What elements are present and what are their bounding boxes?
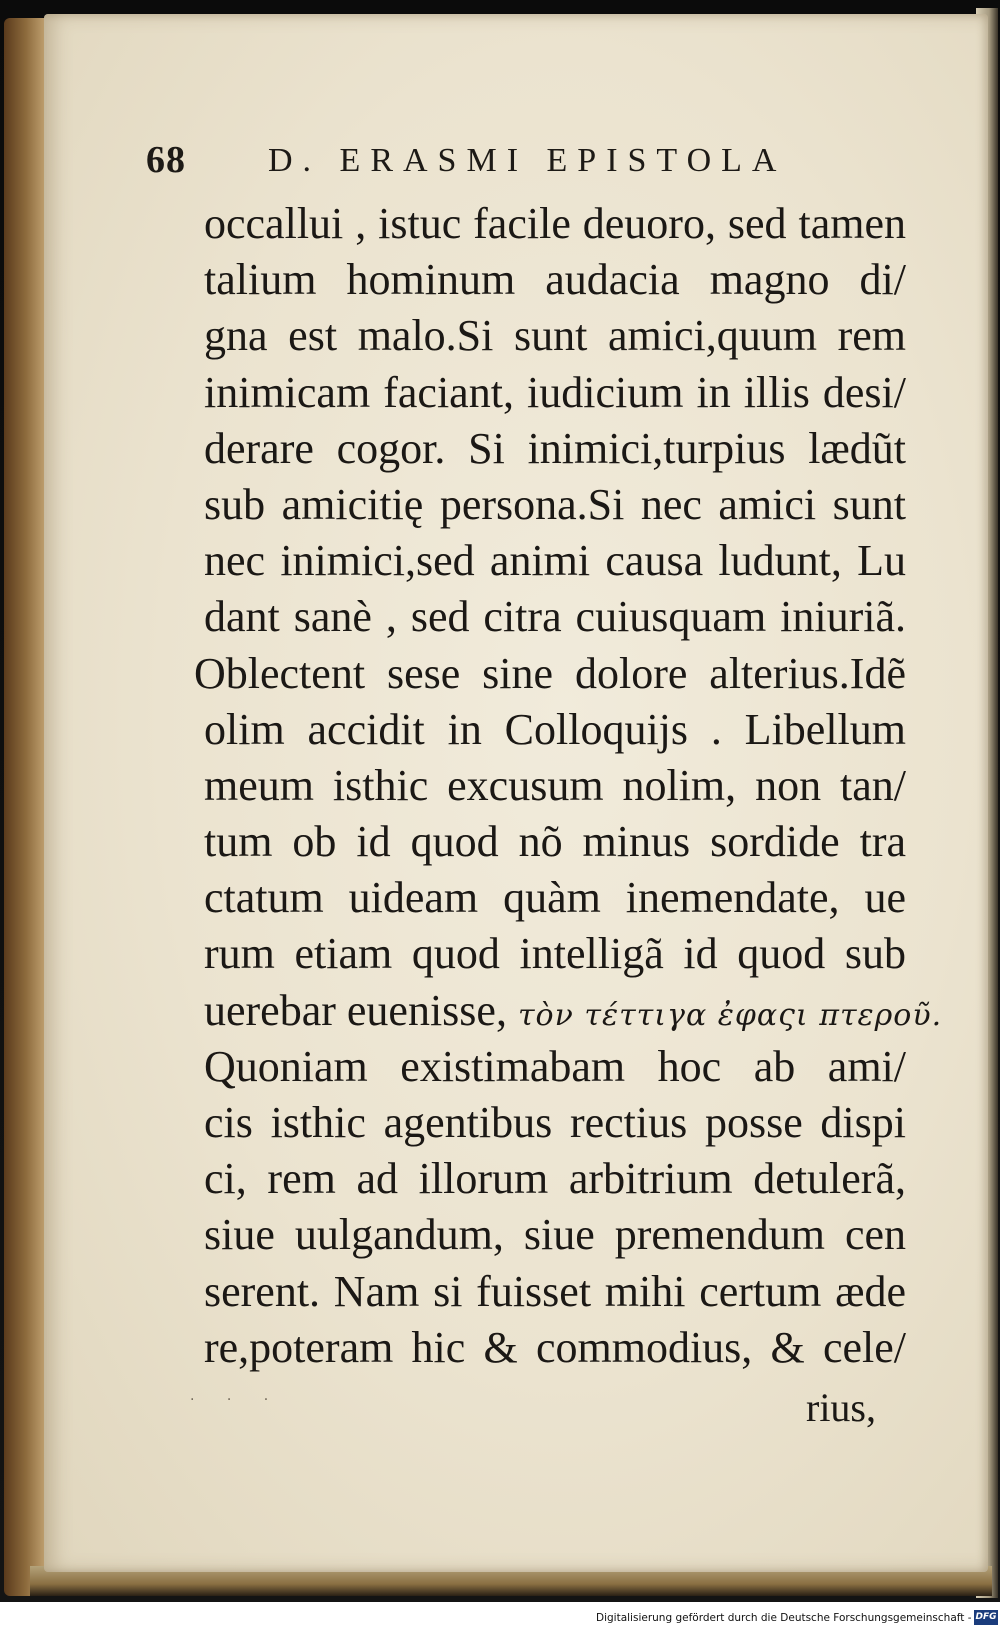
paper-specks: · · · [190,1392,283,1408]
text-line-19: siue uulgandum, siue premendum cen [204,1210,906,1260]
text-line-20: serent. Nam si fuisset mihi certum æde [204,1266,906,1316]
text-line-14: rum etiam quod intelligã id quod sub [204,929,906,979]
text-line-2: talium hominum audacia magno di/ [204,255,906,305]
text-line-greek [204,983,943,1039]
digitization-credit: Digitalisierung gefördert durch die Deutsche Forschungsgemeinschaft - [596,1612,972,1624]
text-line-6: sub amicitię persona.Si nec amici sunt [204,479,906,529]
text-line-21: re,poteram hic & commodius, & cele/ [204,1322,906,1372]
text-line-12: tum ob id quod nõ minus sordide tra [204,817,906,867]
text-line-7: nec inimici,sed animi causa ludunt, Lu [204,536,906,586]
dfg-logo: DFG [974,1610,998,1625]
text-line-9: Oblectent sese sine dolore alterius.Idẽ [194,648,906,698]
greek-line-latin-text: uerebar euenisse, [204,985,507,1035]
text-line-4: inimicam faciant, iudicium in illis desi/ [204,367,906,417]
text-line-10: olim accidit in Colloquijs . Libellum [204,704,906,754]
text-line-18: ci, rem ad illorum arbitrium detulerã, [204,1154,906,1204]
text-line-8: dant sanè , sed citra cuiusquam iniuriã. [204,592,906,642]
page-number: 68 [146,139,186,181]
text-line-5: derare cogor. Si inimici,turpius lædũt [204,423,906,473]
running-head: D. ERASMI EPISTOLA [268,142,787,179]
text-line-1: occallui , istuc facile deuoro, sed tamen [204,199,906,248]
text-line-13: ctatum uideam quàm inemendate, ue [204,873,906,923]
text-line-16: Quoniam existimabam hoc ab ami/ [204,1041,906,1091]
catchword: rius, [806,1385,876,1430]
text-line-3: gna est malo.Si sunt amici,quum rem [204,311,906,361]
greek-quotation: τὸν τέττιγα ἐφαςι πτεροῦ. [517,997,943,1033]
page-header [146,138,826,188]
text-line-11: meum isthic excusum nolim, non tan/ [204,760,906,810]
text-line-17: cis isthic agentibus rectius posse dispi [204,1098,906,1147]
body-text [194,196,943,1376]
